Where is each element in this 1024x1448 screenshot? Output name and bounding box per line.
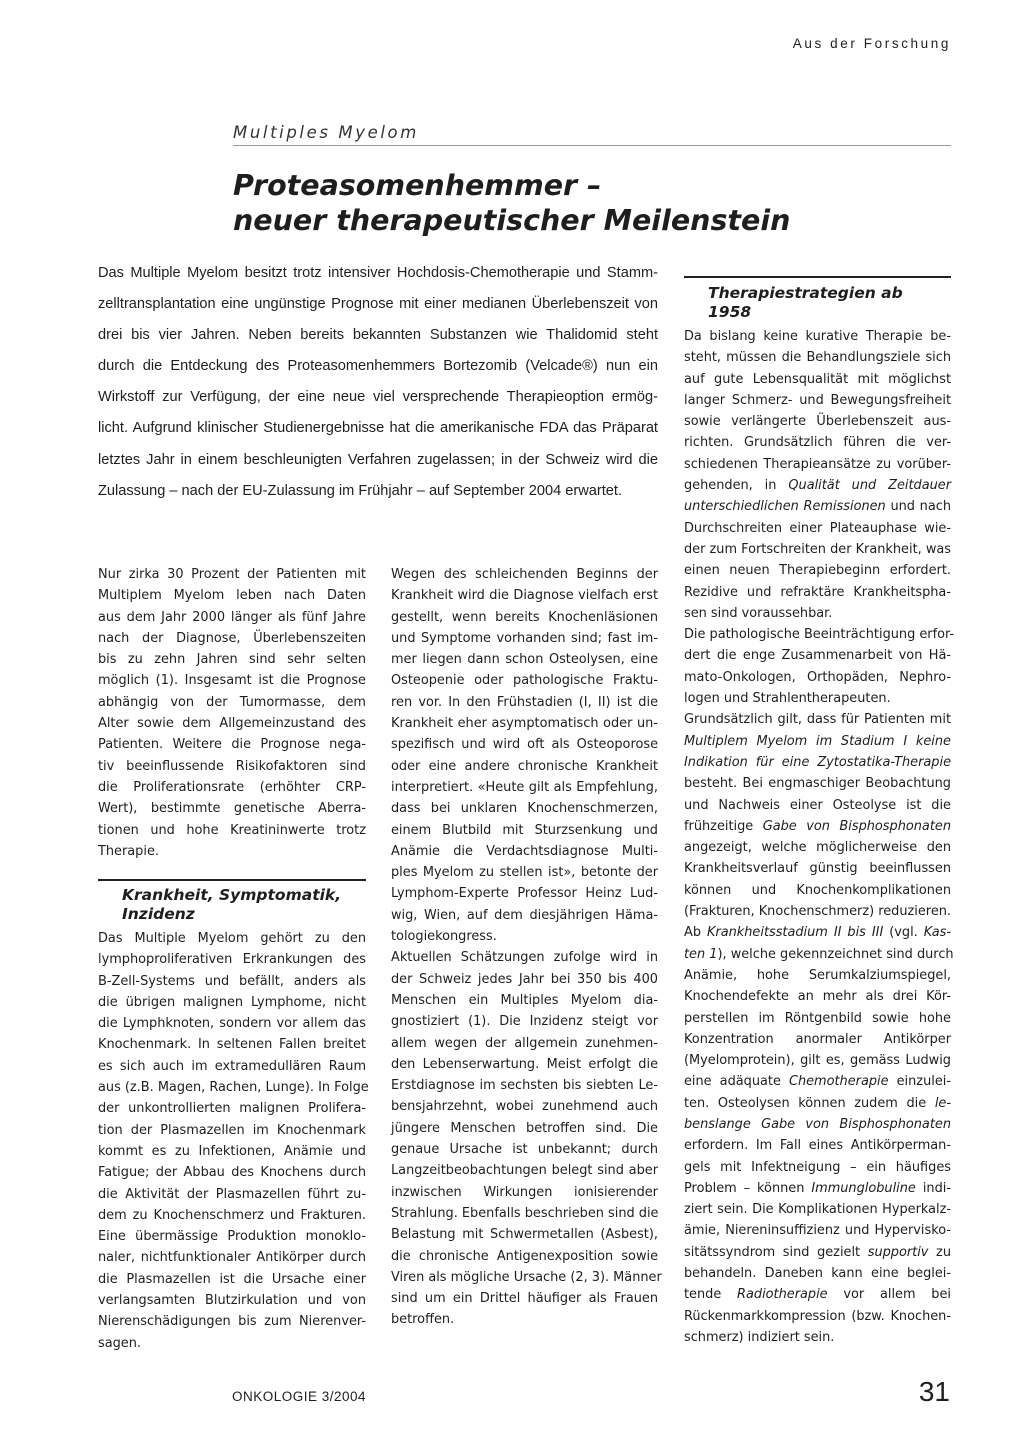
body-line: Viren als mögliche Ursache (2, 3). Männer [391, 1269, 662, 1285]
body-line: ämie, Niereninsuffizienz und Hypervisko- [684, 1223, 951, 1239]
body-line: ren vor. In den Frühstadien (I, II) ist die [391, 694, 658, 710]
subhead-rule [684, 276, 951, 278]
text-run: indi- [915, 1180, 951, 1196]
body-line: Da bislang keine kurative Therapie be- [684, 329, 951, 344]
lead-line: Das Multiple Myelom besitzt trotz intensiver Hochdosis-Chemotherapie und Stamm- [98, 265, 658, 281]
body-line: können und Knochenkomplikationen [684, 882, 951, 898]
body-line: Osteopenie oder pathologische Fraktu- [391, 673, 658, 689]
emphasis: Krankheitsstadium II bis III [706, 925, 884, 941]
body-line: Durchschreiten einer Plateauphase wie- [684, 520, 951, 536]
text-run: (vgl. [883, 925, 924, 941]
subhead-line: Krankheit, Symptomatik, [122, 886, 342, 904]
body-line: der unkontrollierten malignen Prolifera- [98, 1101, 366, 1117]
body-line: tionen und hohe Kreatininwerte trotz [98, 822, 366, 838]
subhead-line: Inzidenz [122, 905, 195, 923]
body-line: interpretiert. «Heute gilt als Empfehlung, [391, 779, 658, 795]
emphasis: le- [934, 1095, 951, 1111]
body-line: betroffen. [391, 1312, 455, 1328]
text-run: ten. Osteolysen können zudem die [684, 1095, 935, 1111]
body-line: erfordern. Im Fall eines Antikörperman- [684, 1138, 951, 1154]
lead-paragraph [98, 258, 658, 507]
emphasis: Radiotherapie [737, 1287, 828, 1303]
body-line: Anämie die Verdachtsdiagnose Multi- [391, 843, 658, 859]
body-line: (Frakturen, Knochenschmerz) reduzieren. [684, 904, 952, 920]
body-line [684, 1178, 951, 1199]
body-line: es sich auch im extramedullären Raum [98, 1058, 366, 1074]
body-line: allem wegen der allgemein zunehmen- [391, 1035, 658, 1051]
body-line [684, 496, 951, 517]
body-line: genaue Ursache ist unbekannt; durch [391, 1142, 658, 1158]
text-run: Ab [684, 925, 707, 941]
body-line [684, 1284, 951, 1305]
emphasis: Indikation für eine Zytostatika-Therapie [684, 754, 951, 770]
body-line: einem Blutbild mit Sturzsenkung und [391, 822, 658, 838]
body-line: möglich (1). Insgesamt ist die Prognose [98, 673, 366, 689]
body-line: einen neuen Therapiebeginn erfordert. [684, 563, 951, 579]
page-number: 31 [918, 1376, 950, 1407]
body-line [684, 731, 951, 752]
body-line: sen sind voraussehbar. [684, 605, 833, 621]
body-line: Therapie. [98, 843, 159, 859]
body-line: der zum Fortschreiten der Krankheit, was [684, 541, 951, 557]
section-rule [233, 145, 951, 146]
lead-line: drei bis vier Jahren. Neben bereits bekannten Substanzen wie Thalidomid steht [98, 327, 658, 344]
body-line: und Nachweis einer Osteolyse ist die [684, 797, 951, 813]
body-line: Knochenmark. In seltenen Fallen breitet [98, 1037, 366, 1053]
body-line: verlangsamten Blutzirkulation und von [98, 1293, 366, 1309]
emphasis: supportiv [867, 1244, 929, 1260]
body-line: wig, Wien, auf dem diesjährigen Häma- [391, 907, 658, 923]
body-line: ziert sein. Die Komplikationen Hyperkalz- [684, 1202, 951, 1218]
body-line [684, 944, 954, 965]
body-line: Das Multiple Myelom gehört zu den [98, 931, 366, 946]
emphasis: Immunglobuline [811, 1180, 916, 1196]
text-run: tende [684, 1287, 738, 1303]
body-line: Strahlung. Ebenfalls beschrieben sind die [391, 1205, 659, 1221]
body-line: langer Schmerz- und Bewegungsfreiheit [684, 392, 951, 408]
body-line: Fatigue; der Abbau des Knochens durch [98, 1165, 366, 1181]
body-line [684, 475, 951, 496]
body-line: Belastung mit Schwermetallen (Asbest), [391, 1227, 658, 1243]
section-rubric: Aus der Forschung [792, 36, 951, 51]
body-line: oder eine andere chronische Krankheit [391, 758, 658, 774]
body-line: die Lymphknoten, sondern vor allem das [98, 1016, 366, 1032]
subhead-line: Therapiestrategien ab [708, 284, 903, 302]
emphasis: Multiplem Myelom im Stadium I keine [684, 733, 951, 749]
body-line: Eine übermässige Produktion monoklo- [98, 1229, 366, 1245]
body-line: Nur zirka 30 Prozent der Patienten mit [98, 567, 366, 582]
body-line [684, 752, 951, 773]
body-line: Patienten. Weitere die Prognose nega- [98, 737, 366, 753]
body-line [684, 1093, 951, 1114]
emphasis: unterschiedlichen Remissionen [684, 499, 886, 515]
emphasis: Kas- [923, 925, 951, 941]
body-line: schiedenen Therapieansätze zu vorüber- [684, 456, 951, 472]
body-line: der Schweiz jedes Jahr bei 350 bis 400 [391, 971, 658, 987]
body-line: tiv beeinflussende Risikofaktoren sind [98, 758, 366, 774]
subhead-krankheit [122, 886, 366, 924]
body-line [684, 1114, 951, 1135]
body-line: Nierenschädigungen bis zum Nierenver- [98, 1314, 366, 1330]
body-line: Alter sowie dem Allgemeinzustand des [98, 716, 366, 732]
body-line: Multiplem Myelom leben nach Daten [98, 588, 366, 604]
body-line: die Proliferationsrate (erhöhter CRP- [98, 779, 366, 795]
body-line: angezeigt, welche möglicherweise den [684, 840, 951, 856]
body-line: die Plasmazellen ist die Ursache einer [98, 1271, 366, 1287]
body-line: Krankheit eher asymptomatisch oder un- [391, 716, 658, 732]
body-line: spezifisch und wird oft als Osteoporose [391, 737, 658, 753]
column-1 [98, 564, 366, 862]
body-line: Rückenmarkkompression (bzw. Knochen- [684, 1308, 951, 1324]
body-line: tion der Plasmazellen im Knochenmark [98, 1122, 366, 1138]
body-line: Erstdiagnose im sechsten bis siebten Le- [391, 1078, 658, 1094]
body-line: sagen. [98, 1335, 141, 1351]
emphasis: Gabe von Bisphosphonaten [762, 818, 951, 834]
lead-line: letztes Jahr in einem beschleunigten Verfahren zugelassen; in der Schweiz wird die [98, 451, 658, 468]
body-line: behandeln. Daneben kann eine beglei- [684, 1266, 951, 1282]
body-line: Menschen ein Multiples Myelom dia- [391, 992, 658, 1008]
body-line: Krankheit wird die Diagnose vielfach erst [391, 588, 658, 604]
text-run: und nach [885, 499, 952, 515]
body-line [684, 1242, 951, 1263]
subhead-therapiestrategien [708, 284, 951, 322]
text-run: einzulei- [888, 1074, 951, 1090]
section-label: Multiples Myelom [233, 123, 419, 142]
body-line: sowie verlängerte Überlebenszeit aus- [684, 414, 951, 430]
journal-footer: ONKOLOGIE 3/2004 [232, 1389, 367, 1404]
article-title [233, 168, 951, 238]
body-line: Langzeitbeobachtungen belegt sind aber [391, 1163, 658, 1179]
text-run: zu [928, 1244, 951, 1260]
body-line: steht, müssen die Behandlungsziele sich [684, 350, 951, 366]
body-line: naler, nichtfunktionaler Antikörper durch [98, 1250, 366, 1266]
column-2 [391, 564, 662, 1331]
text-run: Problem – können [684, 1180, 812, 1196]
body-line: B-Zell-Systems und befällt, anders als [98, 973, 366, 989]
body-line: abhängig von der Tumormasse, dem [98, 694, 366, 710]
body-line: bis zu zehn Jahren sind sehr selten [98, 652, 366, 668]
text-run: frühzeitige [684, 818, 763, 834]
lead-line: Wirkstoff zur Verfügung, der eine neue viel versprechende Therapieoption ermög- [98, 389, 658, 406]
emphasis: benslange Gabe von Bisphosphonaten [684, 1116, 951, 1132]
body-line: dass bei unklaren Knochenschmerzen, [391, 801, 658, 817]
body-line: richten. Grundsätzlich führen die ver- [684, 435, 951, 451]
text-run: eine adäquate [684, 1074, 789, 1090]
text-run: gehenden, in [684, 478, 789, 494]
title-line: neuer therapeutischer Meilenstein [233, 204, 791, 237]
body-line: kommt es zu Infektionen, Anämie und [98, 1143, 366, 1159]
body-line: die übrigen malignen Lymphome, nicht [98, 994, 366, 1010]
body-line: Lymphom-Experte Professor Heinz Lud- [391, 886, 658, 902]
body-line: die Aktivität der Plasmazellen führt zu- [98, 1186, 366, 1202]
body-line: gnostiziert (1). Die Inzidenz steigt vor [391, 1014, 658, 1030]
lead-line: zelltransplantation eine ungünstige Prognose mit einer medianen Überlebenszeit von [98, 296, 658, 313]
body-line: Krankheitsverlauf günstig beeinflussen [684, 861, 951, 877]
lead-line: licht. Aufgrund klinischer Studienergebnisse hat die amerikanische FDA das Präparat [98, 420, 658, 437]
body-line: lymphoproliferativen Erkrankungen des [98, 952, 366, 968]
body-line: tologiekongress. [391, 929, 497, 945]
body-line [684, 1071, 951, 1092]
emphasis: ten 1 [684, 946, 718, 962]
body-line: Die pathologische Beeinträchtigung erfor- [684, 627, 955, 643]
emphasis: Chemotherapie [788, 1074, 889, 1090]
body-line: gels mit Infektneigung – ein häufiges [684, 1159, 951, 1175]
body-line: und Symptome vorhanden sind; fast im- [391, 630, 658, 646]
title-line: Proteasomenhemmer – [233, 169, 602, 202]
body-line [684, 922, 951, 943]
body-line: perstellen im Röntgenbild sowie hohe [684, 1010, 951, 1026]
column-3 [684, 326, 955, 1348]
body-line: sind um ein Drittel häufiger als Frauen [391, 1291, 658, 1307]
body-line: inzwischen Wirkungen ionisierender [391, 1184, 658, 1200]
body-line: Grundsätzlich gilt, dass für Patienten mit [684, 712, 951, 728]
body-line: ples Myelom zu stellen ist», betonte der [391, 865, 658, 881]
lead-line: durch die Entdeckung des Proteasomenhemmers Bortezomib (Velcade®) nun ein [98, 358, 658, 375]
body-line: aus dem Jahr 2000 länger als fünf Jahre [98, 609, 366, 625]
text-run: sitätssyndrom sind gezielt [684, 1244, 868, 1260]
body-line: Aktuellen Schätzungen zufolge wird in [391, 950, 658, 966]
body-line: Konzentration anormaler Antikörper [684, 1031, 951, 1047]
body-line: gestellt, wenn bereits Knochenläsionen [391, 609, 658, 625]
body-line [684, 816, 951, 837]
body-line: Rezidive und refraktäre Krankheitspha- [684, 584, 951, 600]
body-line: dert die enge Zusammenarbeit von Hä- [684, 648, 951, 664]
text-run: vor allem bei [827, 1287, 951, 1303]
body-line: mer liegen dann schon Osteolysen, eine [391, 652, 658, 668]
body-line: auf gute Lebensqualität mit möglichst [684, 371, 951, 387]
emphasis: Qualität und Zeitdauer [788, 478, 952, 494]
body-line: Anämie, hohe Serumkalziumspiegel, [684, 967, 951, 983]
body-line: den Lebenserwartung. Meist erfolgt die [391, 1056, 658, 1072]
body-line: nach der Diagnose, Überlebenszeiten [98, 630, 366, 646]
body-line: Wert), bestimmte genetische Aberra- [98, 801, 366, 817]
column-1-body [98, 928, 369, 1354]
body-line: logen und Strahlentherapeuten. [684, 691, 891, 707]
body-line: (Myelomprotein), gilt es, gemäss Ludwig [684, 1053, 951, 1069]
subhead-rule [98, 879, 366, 881]
body-line: Knochendefekte an mehr als drei Kör- [684, 989, 951, 1005]
body-line: besteht. Bei engmaschiger Beobachtung [684, 776, 951, 792]
lead-line: Zulassung – nach der EU-Zulassung im Frühjahr – auf September 2004 erwartet. [98, 482, 623, 499]
body-line: die chronische Antigenexposition sowie [391, 1248, 658, 1264]
body-line: schmerz) indiziert sein. [684, 1329, 835, 1345]
body-line: Wegen des schleichenden Beginns der [391, 567, 658, 582]
body-line: bensjahrzehnt, wobei zunehmend auch [391, 1099, 658, 1115]
body-line: mato-Onkologen, Orthopäden, Nephro- [684, 669, 951, 685]
subhead-line: 1958 [708, 303, 752, 321]
text-run: ), welche gekennzeichnet sind durch [717, 946, 954, 962]
body-line: aus (z.B. Magen, Rachen, Lunge). In Folge [98, 1080, 369, 1096]
body-line: dem zu Knochenschmerz und Frakturen. [98, 1207, 366, 1223]
body-line: jüngere Menschen betroffen sind. Die [391, 1120, 658, 1136]
